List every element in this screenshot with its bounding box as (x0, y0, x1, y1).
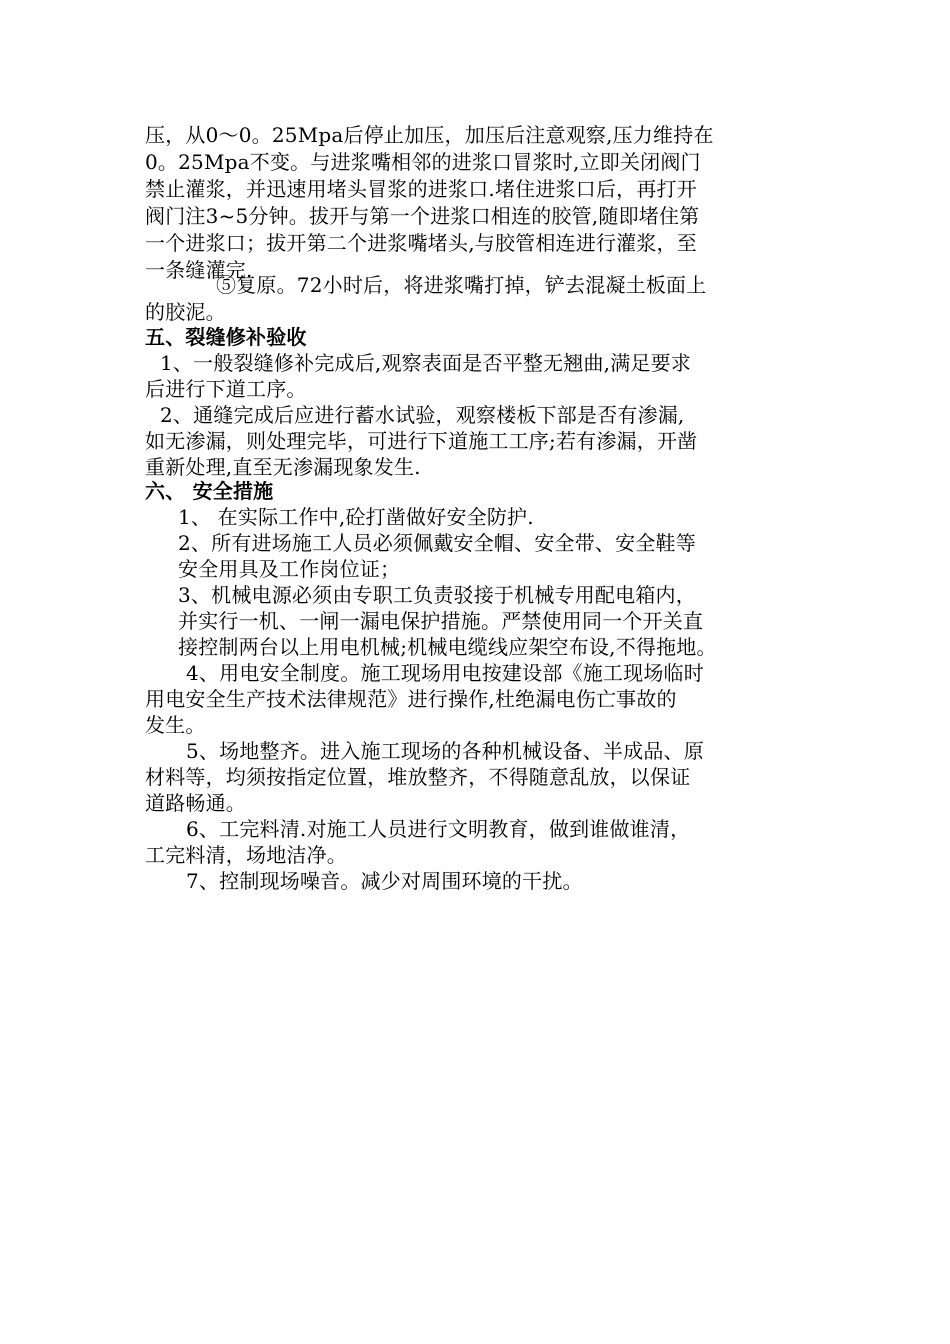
list-item-line: 安全用具及工作岗位证； (178, 557, 401, 581)
list-item-line: 6、工完料清.对施工人员进行文明教育，做到谁做谁清， (186, 817, 691, 841)
paragraph-line: ⑤复原。72小时后，将进浆嘴打掉，铲去混凝土板面上 (216, 273, 707, 297)
list-item-line: 并实行一机、一闸一漏电保护措施。严禁使用同一个开关直 (178, 609, 704, 633)
paragraph-line: 阀门注3~5分钟。拔开与第一个进浆口相连的胶管,随即堵住第 (145, 204, 700, 228)
list-item-line: 4、用电安全制度。施工现场用电按建设部《施工现场临时 (186, 661, 704, 685)
list-item-line: 接控制两台以上用电机械;机械电缆线应架空布设,不得拖地。 (178, 635, 717, 659)
list-item-line: 7、控制现场噪音。减少对周围环境的干扰。 (186, 869, 583, 893)
list-item-line: 2、所有进场施工人员必须佩戴安全帽、安全带、安全鞋等 (178, 531, 696, 555)
list-item-line: 用电安全生产技术法律规范》进行操作,杜绝漏电伤亡事故的 (145, 687, 677, 711)
paragraph-line: 0。25Mpa不变。与进浆嘴相邻的进浆口冒浆时,立即关闭阀门 (145, 150, 701, 174)
list-item-line: 道路畅通。 (145, 791, 246, 815)
list-item-line: 材料等，均须按指定位置，堆放整齐，不得随意乱放，以保证 (145, 765, 691, 789)
list-item-line: 3、机械电源必须由专职工负责驳接于机械专用配电箱内， (178, 583, 696, 607)
paragraph-line: 压，从0～0。25Mpa后停止加压，加压后注意观察,压力维持在 (145, 123, 714, 147)
list-item-line: 如无渗漏，则处理完毕，可进行下道施工工序;若有渗漏，开凿 (145, 429, 698, 453)
paragraph-line: 一条缝灌完. (145, 258, 253, 282)
paragraph-line: 的胶泥。 (145, 300, 226, 324)
list-item-line: 重新处理,直至无渗漏现象发生. (145, 455, 421, 479)
list-item-line: 5、场地整齐。进入施工现场的各种机械设备、半成品、原 (186, 739, 704, 763)
list-item-line: 1、一般裂缝修补完成后,观察表面是否平整无翘曲,满足要求 (160, 351, 692, 375)
list-item-line: 工完料清，场地洁净。 (145, 843, 347, 867)
list-item-line: 后进行下道工序。 (145, 377, 307, 401)
paragraph-line: 一个进浆口；拔开第二个进浆嘴堵头,与胶管相连进行灌浆，至 (145, 231, 697, 255)
section-heading: 五、裂缝修补验收 (145, 325, 307, 349)
list-item-line: 1、 在实际工作中,砼打凿做好安全防护. (178, 505, 534, 529)
paragraph-line: 禁止灌浆，并迅速用堵头冒浆的进浆口.堵住进浆口后，再打开 (145, 177, 697, 201)
list-item-line: 2、通缝完成后应进行蓄水试验，观察楼板下部是否有渗漏, (160, 403, 685, 427)
section-heading: 六、 安全措施 (145, 479, 274, 503)
list-item-line: 发生。 (145, 713, 206, 737)
